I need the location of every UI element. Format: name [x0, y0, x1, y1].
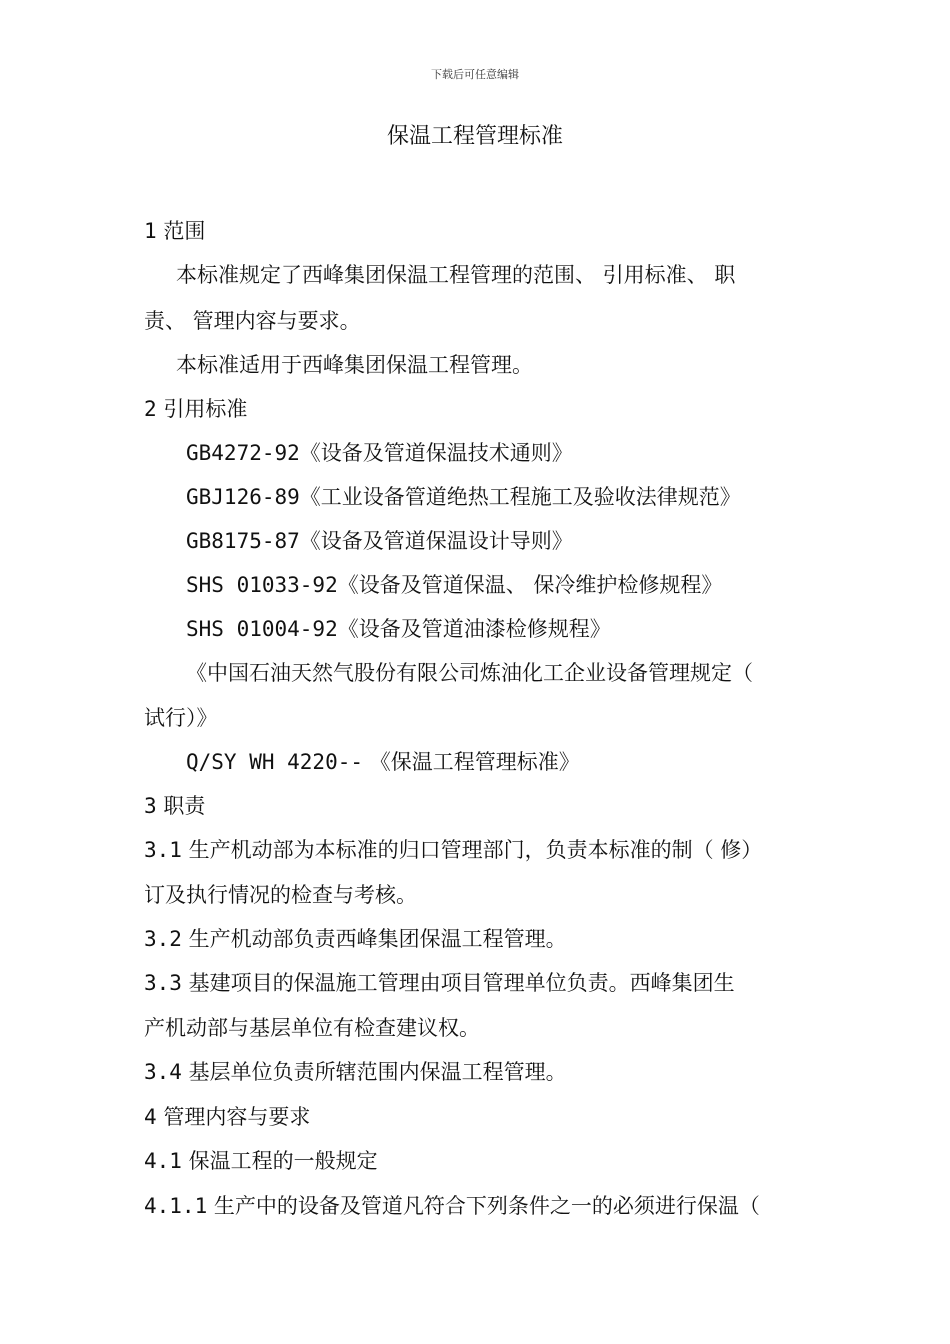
reference-item: [186, 748, 580, 776]
section-number: 3: [144, 794, 157, 818]
section-4-heading: [144, 1103, 310, 1131]
reference-item: [186, 615, 611, 643]
reference-title: 《设备及管道保温设计导则》: [299, 529, 573, 553]
clause-3-1-line-2: 订及执行情况的检查与考核。: [144, 883, 417, 907]
clause-text: 基建项目的保温施工管理由项目管理单位负责。西峰集团生: [188, 971, 735, 995]
reference-title: 《设备及管道油漆检修规程》: [337, 617, 611, 641]
reference-code: GB4272-92: [186, 441, 300, 465]
reference-code: GBJ126-89: [186, 485, 300, 509]
section-3-heading: [144, 792, 205, 820]
clause-4-1-1: [144, 1192, 760, 1220]
reference-title: 《设备及管道保温、 保冷维护检修规程》: [337, 573, 723, 597]
clause-text: 生产机动部负责西峰集团保温工程管理。: [188, 927, 567, 951]
section-title: 引用标准: [163, 397, 248, 421]
clause-3-1-line-1: [144, 836, 762, 864]
reference-code: SHS 01033-92: [186, 573, 338, 597]
section-title: 职责: [163, 794, 206, 818]
clause-text: 基层单位负责所辖范围内保温工程管理。: [188, 1060, 567, 1084]
reference-title: 《工业设备管道绝热工程施工及验收法律规范》: [299, 485, 741, 509]
clause-number: 3.2: [144, 927, 182, 951]
clause-3-3-line-1: [144, 969, 735, 997]
clause-number: 3.4: [144, 1060, 182, 1084]
clause-text: 保温工程的一般规定: [188, 1149, 378, 1173]
reference-item: [186, 483, 741, 511]
reference-title: 《保温工程管理标准》: [369, 750, 580, 774]
section-1-heading: [144, 217, 205, 245]
reference-title: 《设备及管道保温技术通则》: [299, 441, 573, 465]
section-2-heading: [144, 395, 247, 423]
clause-text: 生产中的设备及管道凡符合下列条件之一的必须进行保温（: [213, 1194, 760, 1218]
clause-number: 4.1.1: [144, 1194, 208, 1218]
reference-item: [186, 439, 573, 467]
clause-number: 3.3: [144, 971, 182, 995]
section-1-paragraph-1-line-2: 责、 管理内容与要求。: [144, 309, 361, 333]
section-title: 管理内容与要求: [163, 1105, 311, 1129]
section-number: 4: [144, 1105, 157, 1129]
clause-text: 生产机动部为本标准的归口管理部门，负责本标准的制（ 修）: [188, 838, 763, 862]
reference-item: [186, 571, 722, 599]
reference-code: Q/SY WH 4220--: [186, 750, 364, 774]
reference-item-6-line-1: 《中国石油天然气股份有限公司炼油化工企业设备管理规定（: [186, 661, 753, 685]
reference-item-6-line-2: 试行）》: [144, 706, 218, 730]
header-note: 下载后可任意编辑: [431, 68, 519, 81]
section-title: 范围: [163, 219, 206, 243]
clause-number: 3.1: [144, 838, 182, 862]
clause-number: 4.1: [144, 1149, 182, 1173]
clause-4-1: [144, 1147, 378, 1175]
clause-3-2: [144, 925, 567, 953]
section-1-paragraph-2: 本标准适用于西峰集团保温工程管理。: [176, 353, 533, 377]
section-1-paragraph-1-line-1: 本标准规定了西峰集团保温工程管理的范围、 引用标准、 职: [176, 263, 736, 287]
section-number: 2: [144, 397, 157, 421]
document-title: 保温工程管理标准: [386, 124, 563, 149]
clause-3-4: [144, 1058, 567, 1086]
reference-code: GB8175-87: [186, 529, 300, 553]
section-number: 1: [144, 219, 157, 243]
reference-code: SHS 01004-92: [186, 617, 338, 641]
clause-3-3-line-2: 产机动部与基层单位有检查建议权。: [144, 1016, 480, 1040]
reference-item: [186, 527, 573, 555]
